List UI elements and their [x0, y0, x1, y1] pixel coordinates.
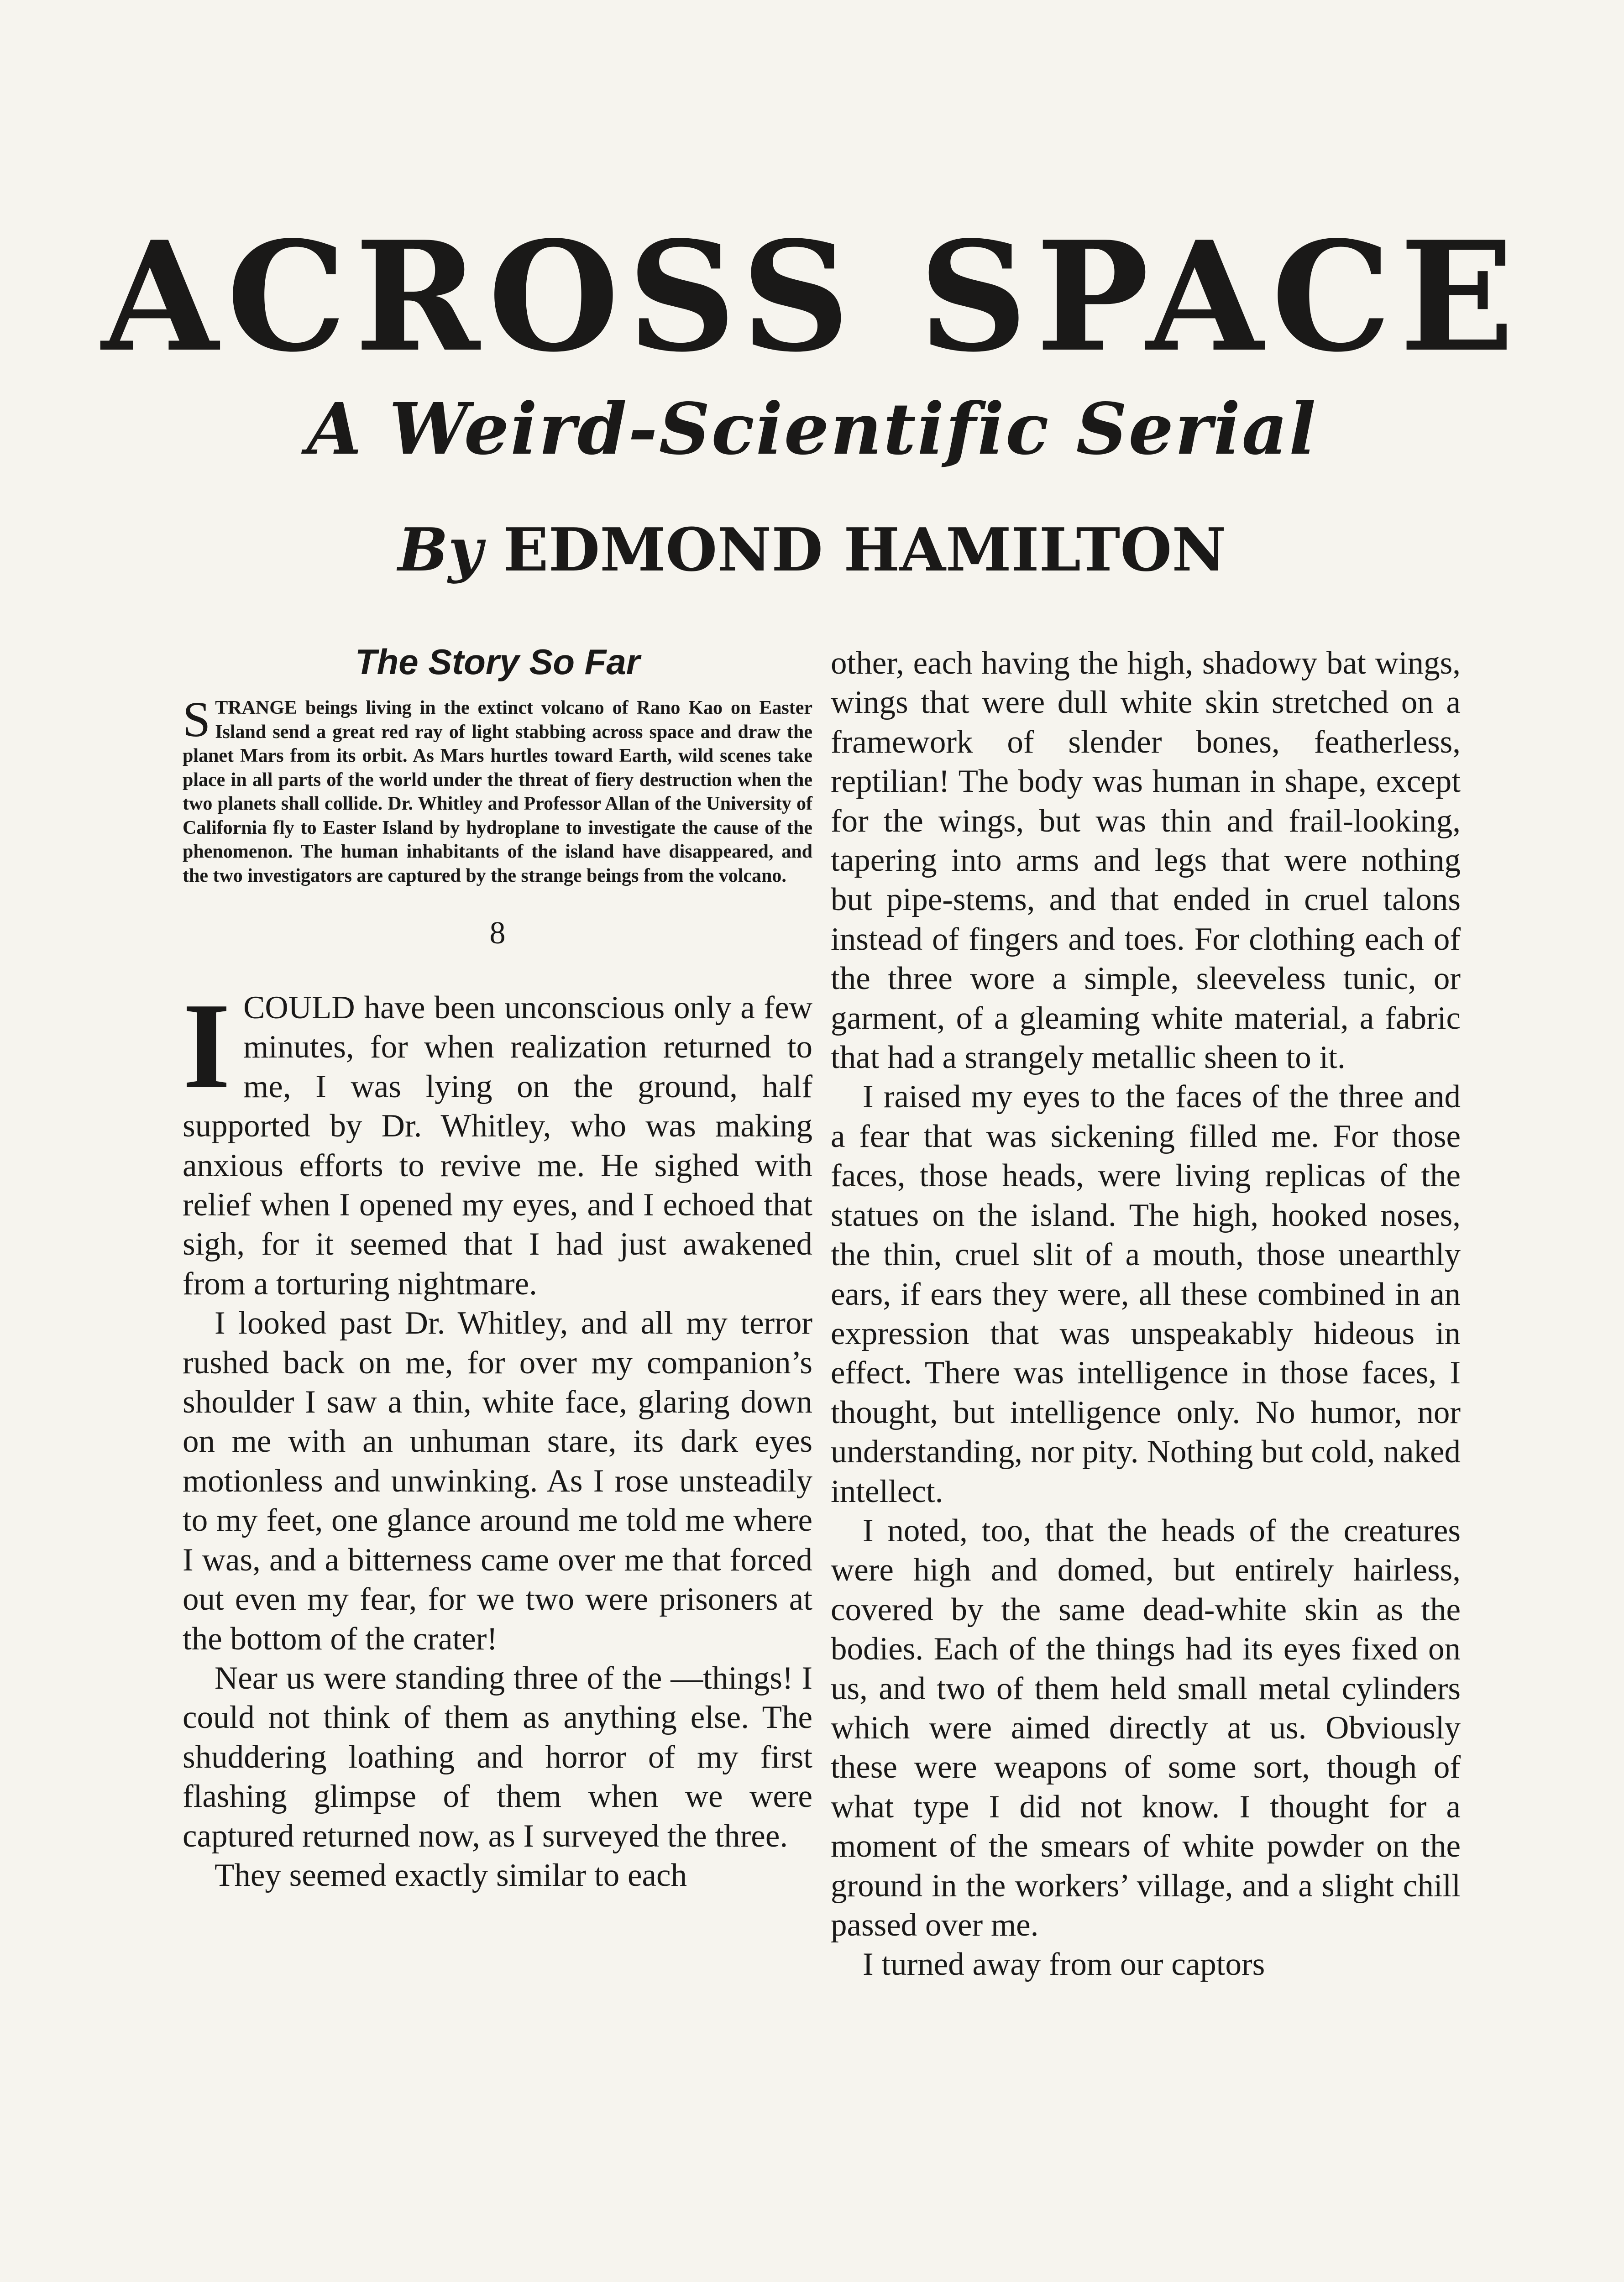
synopsis-text: [183, 691, 812, 888]
paragraph-text: COULD have been unconscious only a few minutes, for when realization returned to me, I was lying on the ground, half supported by Dr. Whitley, who was making anxious efforts to revive me. He sighed with relief when I opened my eyes, and I echoed that sigh, for it seemed that I had just awakened from a torturing nightmare.: [183, 990, 812, 1302]
paragraph: I noted, too, that the heads of the creatures were high and domed, but entirely hairless, covered by the same dead-white skin as the bodies. Each of the things had its eyes fixed on us, and two of them held small metal cylinders which were aimed directly at us. Obviously these were weapons of some sort, though of what type I did not know. I thought for a moment of the smears of white powder on the ground in the workers’ village, and a slight chill passed over me.: [831, 1513, 1461, 1943]
right-column: [831, 644, 1461, 1984]
paragraph: other, each having the high, shadowy bat wings, wings that were dull white skin stretched on a framework of slender bones, featherless, reptilian! The body was human in shape, except for the wings, but was thin and frail-looking, tapering into arms and legs that were nothing but pipe-stems, and that ended in cruel talons instead of fingers and toes. For clothing each of the three wore a simple, sleeveless tunic, or garment, of a gleaming white material, a fabric that had a strangely metallic sheen to it.: [831, 645, 1461, 1076]
byline: [0, 516, 1624, 584]
byline-author: EDMOND HAMILTON: [503, 515, 1226, 585]
synopsis-body: TRANGE beings living in the extinct volcano of Rano Kao on Easter Island send a great red ray of light stabbing across space and draw the planet Mars from its orbit. As Mars hurtles toward Earth, wild scenes take place in all parts of the world under the threat of fiery destruction when the two planets shall collide. Dr. Whitley and Professor Allan of the University of California fly to Easter Island by hydroplane to investigate the cause of the phenomenon. The human inhabitants of the island have disappeared, and the two investigators are captured by the strange beings from the volcano.: [183, 697, 812, 886]
chapter-number: 8: [489, 916, 506, 951]
paragraph: I looked past Dr. Whitley, and all my terror rushed back on me, for over my companion’s shoulder I saw a thin, white face, glaring down on me with an unhuman stare, its dark eyes motionless and unwinking. As I rose unsteadily to my feet, one glance around me told me where I was, and a bitterness came over me that forced out even my fear, for we two were prisoners at the bottom of the crater!: [183, 1305, 812, 1657]
story-subtitle: A Weird-Scientific Serial: [307, 387, 1317, 471]
paragraph: [183, 978, 812, 1303]
byline-prefix: By: [398, 515, 483, 585]
story-title: ACROSS SPACE: [101, 208, 1523, 385]
paragraph: Near us were standing three of the —things! I could not think of them as anything else. The shuddering loathing and horror of my first flashing glimpse of them when we were captured returned now, as I surveyed the three.: [183, 1660, 812, 1854]
paragraph: I turned away from our captors: [863, 1947, 1265, 1983]
synopsis-drop-letter: S: [183, 691, 211, 747]
synopsis-heading: The Story So Far: [355, 642, 640, 682]
drop-cap: I: [183, 978, 231, 1114]
left-column: [183, 637, 812, 1895]
paragraph: They seemed exactly similar to each: [215, 1857, 687, 1893]
paragraph: I raised my eyes to the faces of the three and a fear that was sickening filled me. For those faces, those heads, were living replicas of the statues on the island. The high, hooked noses, the thin, cruel slit of a mouth, those unearthly ears, if ears they were, all these combined in an expression that was unspeakably hideous in effect. There was intelligence in those faces, I thought, but intelligence only. No humor, nor understanding, nor pity. Nothing but cold, naked intellect.: [831, 1079, 1461, 1509]
